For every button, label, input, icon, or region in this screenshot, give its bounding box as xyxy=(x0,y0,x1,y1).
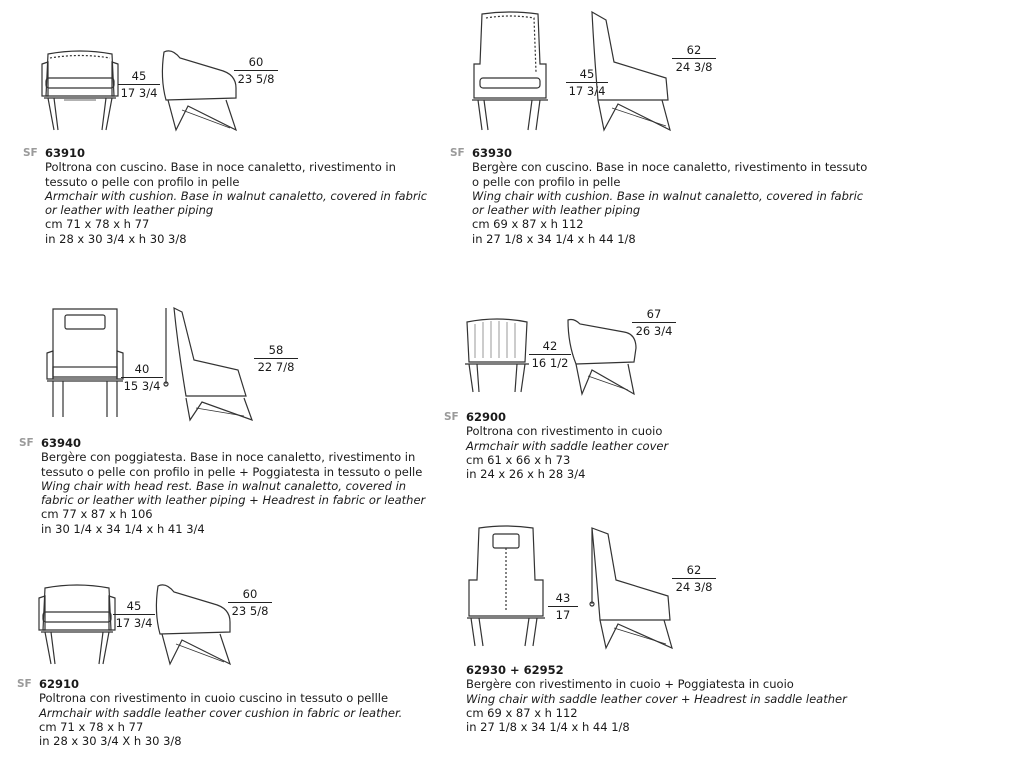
seat-depth-cm: 45 xyxy=(118,70,160,85)
seat-depth-cm: 42 xyxy=(529,340,571,355)
seat-depth-dimension xyxy=(121,363,163,393)
dimensions-cm: cm 71 x 78 x h 77 xyxy=(39,719,144,734)
depth-cm: 60 xyxy=(234,56,278,71)
seat-depth-in: 17 3/4 xyxy=(120,86,158,100)
dimensions-cm: cm 61 x 66 x h 73 xyxy=(466,452,571,467)
seat-depth-dimension xyxy=(529,340,571,370)
depth-in: 24 3/8 xyxy=(675,60,713,74)
product-code: 63930 xyxy=(472,146,513,160)
seat-depth-cm: 45 xyxy=(566,68,608,83)
depth-dimension xyxy=(672,564,716,594)
product-entry-62910 xyxy=(17,677,403,749)
description-en-line: Armchair with cushion. Base in walnut canaletto, covered in fabric xyxy=(45,188,428,203)
description-en-line: or leather with leather piping xyxy=(472,203,641,218)
headrest-chair-front-view xyxy=(45,307,125,419)
dimensions-in: in 27 1/8 x 34 1/4 x h 44 1/8 xyxy=(472,231,636,246)
description-it-line: Poltrona con rivestimento in cuoio cuscino in tessuto o pellle xyxy=(39,691,389,706)
description-it-line: Bergère con poggiatesta. Base in noce canaletto, rivestimento in xyxy=(41,450,416,465)
depth-dimension xyxy=(672,44,716,74)
description-en-line: or leather with leather piping xyxy=(45,203,214,218)
depth-cm: 62 xyxy=(672,44,716,59)
seat-depth-in: 17 3/4 xyxy=(115,616,153,630)
dimensions-in: in 28 x 30 3/4 X h 30 3/8 xyxy=(39,734,182,749)
seat-depth-in: 16 1/2 xyxy=(531,356,569,370)
product-code: 62930 + 62952 xyxy=(466,663,564,677)
saddle-cushion-armchair-side-view xyxy=(152,582,236,668)
depth-dimension xyxy=(234,56,278,86)
product-entry-62900 xyxy=(444,410,669,482)
dimensions-cm: cm 71 x 78 x h 77 xyxy=(45,217,150,232)
dimensions-cm: cm 69 x 87 x h 112 xyxy=(472,217,584,232)
description-en-line: Wing chair with cushion. Base in walnut canaletto, covered in fabric xyxy=(472,188,864,203)
armchair-side-view xyxy=(158,48,242,134)
dimensions-in: in 30 1/4 x 34 1/4 x h 41 3/4 xyxy=(41,521,205,536)
description-en-line: Armchair with saddle leather cover cushion in fabric or leather. xyxy=(39,705,403,720)
depth-in: 24 3/8 xyxy=(675,580,713,594)
depth-cm: 62 xyxy=(672,564,716,579)
depth-dimension xyxy=(254,344,298,374)
dimensions-in: in 24 x 26 x h 28 3/4 xyxy=(466,467,586,482)
seat-depth-cm: 45 xyxy=(113,600,155,615)
series-prefix: SF xyxy=(23,147,38,159)
product-code: 62910 xyxy=(39,677,80,691)
depth-dimension xyxy=(632,308,676,338)
saddle-cushion-armchair-front-view xyxy=(37,582,117,666)
depth-in: 23 5/8 xyxy=(237,72,275,86)
saddle-wing-chair-side-view xyxy=(586,526,678,650)
wing-chair-front-view xyxy=(470,12,550,132)
seat-depth-in: 15 3/4 xyxy=(123,379,161,393)
product-entry-63930 xyxy=(450,146,868,246)
description-it-line: Poltrona con rivestimento in cuoio xyxy=(466,424,663,439)
saddle-armchair-side-view xyxy=(566,318,638,396)
product-entry-63940 xyxy=(19,436,426,536)
description-it-line: tessuto o pelle con profilo in pelle xyxy=(45,174,240,189)
series-prefix: SF xyxy=(19,437,34,449)
description-it-line: o pelle con profilo in pelle xyxy=(472,174,621,189)
description-en-line: fabric or leather with leather piping + Headrest in fabric or leather xyxy=(41,493,426,508)
seat-depth-in: 17 xyxy=(555,608,571,622)
depth-in: 26 3/4 xyxy=(635,324,673,338)
series-prefix: SF xyxy=(17,678,32,690)
depth-cm: 67 xyxy=(632,308,676,323)
depth-in: 23 5/8 xyxy=(231,604,269,618)
seat-depth-cm: 40 xyxy=(121,363,163,378)
description-it-line: Bergère con cuscino. Base in noce canaletto, rivestimento in tessuto xyxy=(472,160,868,175)
saddle-wing-chair-front-view xyxy=(465,526,547,648)
headrest-chair-side-view xyxy=(160,308,260,423)
armchair-front-view xyxy=(40,48,120,132)
dimensions-cm: cm 69 x 87 x h 112 xyxy=(466,705,578,720)
series-prefix: SF xyxy=(444,411,459,423)
depth-in: 22 7/8 xyxy=(257,360,295,374)
product-code: 63940 xyxy=(41,436,82,450)
product-code: 63910 xyxy=(45,146,86,160)
dimensions-in: in 28 x 30 3/4 x h 30 3/8 xyxy=(45,231,187,246)
description-it-line: Poltrona con cuscino. Base in noce canaletto, rivestimento in xyxy=(45,160,396,175)
seat-depth-dimension xyxy=(548,592,578,622)
depth-cm: 58 xyxy=(254,344,298,359)
dimensions-cm: cm 77 x 87 x h 106 xyxy=(41,507,153,522)
depth-dimension xyxy=(228,588,272,618)
description-en-line: Armchair with saddle leather cover xyxy=(466,438,669,453)
description-en-line: Wing chair with head rest. Base in walnut canaletto, covered in xyxy=(41,478,407,493)
seat-depth-dimension xyxy=(118,70,160,100)
wing-chair-side-view xyxy=(592,12,674,132)
product-entry-63910 xyxy=(23,146,428,246)
description-it-line: Bergère con rivestimento in cuoio + Poggiatesta in cuoio xyxy=(466,677,794,692)
depth-cm: 60 xyxy=(228,588,272,603)
product-entry-62930-62952 xyxy=(466,663,847,734)
dimensions-in: in 27 1/8 x 34 1/4 x h 44 1/8 xyxy=(466,720,630,735)
seat-depth-dimension xyxy=(113,600,155,630)
seat-depth-cm: 43 xyxy=(548,592,578,607)
description-en-line: Wing chair with saddle leather cover + Headrest in saddle leather xyxy=(466,691,847,706)
seat-depth-in: 17 3/4 xyxy=(568,84,606,98)
series-prefix: SF xyxy=(450,147,465,159)
saddle-armchair-front-view xyxy=(463,318,531,394)
description-it-line: tessuto o pelle con profilo in pelle + Poggiatesta in tessuto o pelle xyxy=(41,464,423,479)
product-code: 62900 xyxy=(466,410,507,424)
